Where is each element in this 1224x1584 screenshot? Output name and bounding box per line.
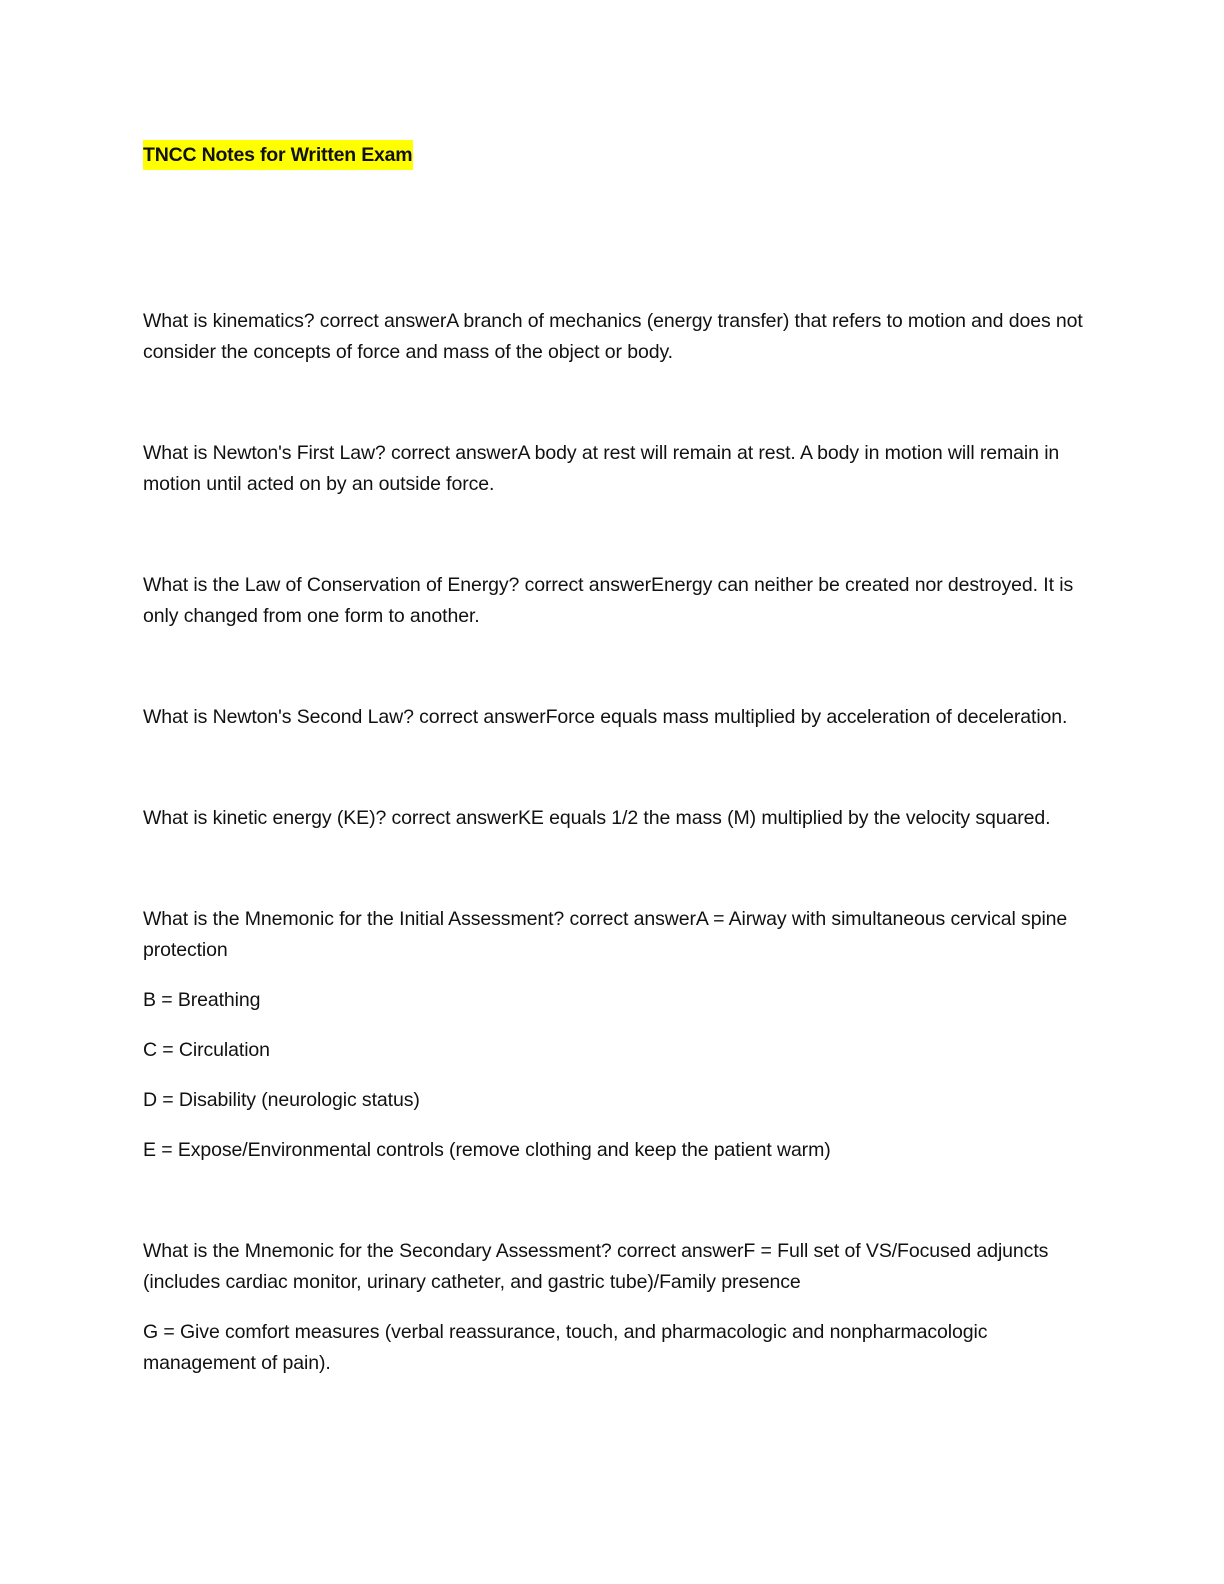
document-content xyxy=(143,140,1083,1379)
qa-entry-secondary-assessment: What is the Mnemonic for the Secondary Assessment? correct answerF = Full set of VS/Focused adjuncts (includes cardiac monitor, urinary catheter, and gastric tube)/Family presence xyxy=(143,1240,1049,1293)
qa-entry-conservation-of-energy: What is the Law of Conservation of Energy? correct answerEnergy can neither be created nor destroyed. It is only changed from one form to another. xyxy=(143,574,1074,627)
spacer xyxy=(143,368,1083,438)
secondary-assessment-line-g: G = Give comfort measures (verbal reassurance, touch, and pharmacologic and nonpharmacologic management of pain). xyxy=(143,1321,988,1374)
initial-assessment-line-c: C = Circulation xyxy=(143,1039,270,1061)
qa-entry-kinematics: What is kinematics? correct answerA branch of mechanics (energy transfer) that refers to motion and does not consider the concepts of force and mass of the object or body. xyxy=(143,310,1083,363)
initial-assessment-line-d: D = Disability (neurologic status) xyxy=(143,1089,420,1111)
spacer xyxy=(143,1166,1083,1236)
spacer xyxy=(143,632,1083,702)
spacer xyxy=(143,500,1083,570)
qa-entry-initial-assessment: What is the Mnemonic for the Initial Assessment? correct answerA = Airway with simultaneous cervical spine protection xyxy=(143,908,1068,961)
spacer xyxy=(143,834,1083,904)
document-title: TNCC Notes for Written Exam xyxy=(143,140,413,170)
qa-entry-kinetic-energy: What is kinetic energy (KE)? correct answerKE equals 1/2 the mass (M) multiplied by the velocity squared. xyxy=(143,807,1051,829)
spacer xyxy=(143,733,1083,803)
qa-entry-newton-second-law: What is Newton's Second Law? correct answerForce equals mass multiplied by acceleration of deceleration. xyxy=(143,706,1068,728)
spacer xyxy=(143,170,1083,306)
initial-assessment-line-e: E = Expose/Environmental controls (remove clothing and keep the patient warm) xyxy=(143,1139,831,1161)
initial-assessment-line-b: B = Breathing xyxy=(143,989,261,1011)
qa-entry-newton-first-law: What is Newton's First Law? correct answerA body at rest will remain at rest. A body in motion will remain in motion until acted on by an outside force. xyxy=(143,442,1060,495)
